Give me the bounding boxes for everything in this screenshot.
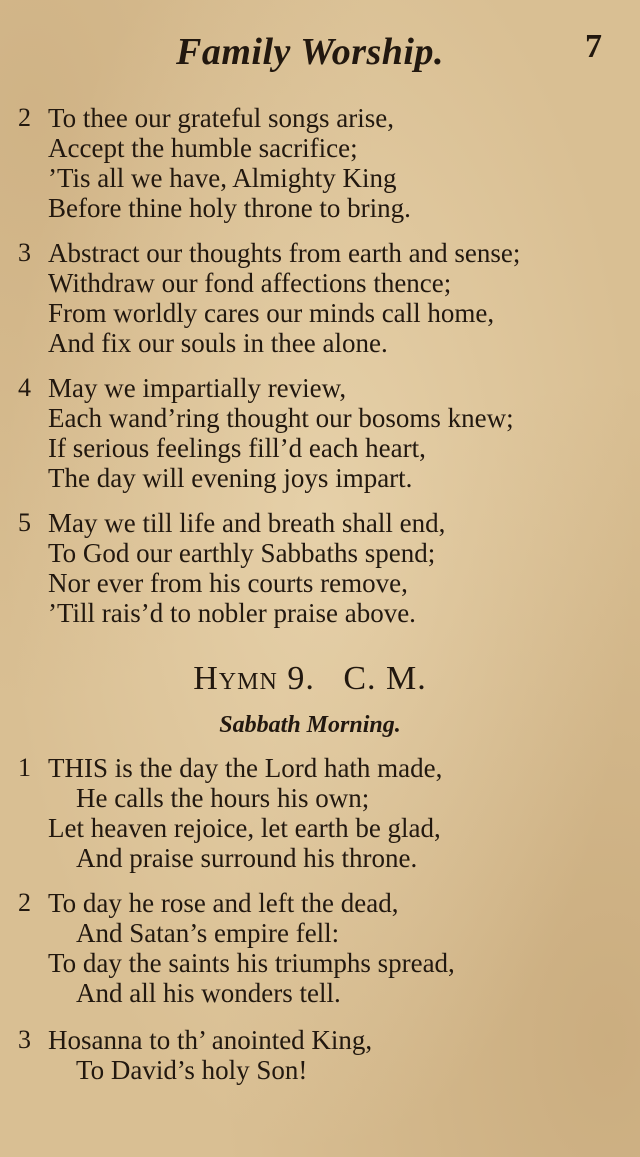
stanza-2-prev-hymn xyxy=(18,103,628,223)
verse-line: Before thine holy throne to bring. xyxy=(48,193,411,223)
verse-line: May we impartially review, xyxy=(48,373,347,403)
verse-line: Nor ever from his courts remove, xyxy=(48,568,408,598)
verse-line: ’Till rais’d to nobler praise above. xyxy=(48,598,416,628)
verse-line: Withdraw our fond affections thence; xyxy=(48,268,452,298)
hymn-title xyxy=(0,660,620,698)
stanza-number: 2 xyxy=(18,103,31,132)
stanza-number: 3 xyxy=(18,1025,31,1054)
verse-line: Accept the humble sacrifice; xyxy=(48,133,358,163)
stanza-3-hymn-9 xyxy=(18,1025,628,1085)
verse-line: To thee our grateful songs arise, xyxy=(48,103,395,133)
stanza-1-hymn-9 xyxy=(18,753,628,873)
running-head: Family Worship. xyxy=(176,31,444,73)
stanza-number: 5 xyxy=(18,508,31,537)
stanza-2-hymn-9 xyxy=(18,888,628,1008)
verse-line: To David’s holy Son! xyxy=(76,1055,308,1085)
verse-line: From worldly cares our minds call home, xyxy=(48,298,495,328)
page-number: 7 xyxy=(585,28,602,65)
verse-line: The day will evening joys impart. xyxy=(48,463,413,493)
hymn-title-word: Hymn xyxy=(193,660,278,697)
hymn-title-number-metre: 9. C. M. xyxy=(277,660,427,697)
verse-line: May we till life and breath shall end, xyxy=(48,508,446,538)
verse-line: And Satan’s empire fell: xyxy=(76,918,340,948)
verse-line: And praise surround his throne. xyxy=(76,843,418,873)
stanza-5-prev-hymn xyxy=(18,508,628,628)
verse-line: And fix our souls in thee alone. xyxy=(48,328,388,358)
verse-line: THIS is the day the Lord hath made, xyxy=(48,753,443,783)
verse-line: If serious feelings fill’d each heart, xyxy=(48,433,426,463)
verse-line: Each wand’ring thought our bosoms knew; xyxy=(48,403,514,433)
stanza-number: 2 xyxy=(18,888,31,917)
verse-line: ’Tis all we have, Almighty King xyxy=(48,163,397,193)
hymn-subtitle: Sabbath Morning. xyxy=(219,712,401,738)
verse-line: To day the saints his triumphs spread, xyxy=(48,948,455,978)
stanza-number: 1 xyxy=(18,753,31,782)
verse-line: To God our earthly Sabbaths spend; xyxy=(48,538,436,568)
verse-line: Hosanna to th’ anointed King, xyxy=(48,1025,373,1055)
stanza-number: 3 xyxy=(18,238,31,267)
verse-line: Abstract our thoughts from earth and sense; xyxy=(48,238,521,268)
stanza-3-prev-hymn xyxy=(18,238,628,358)
verse-line: Let heaven rejoice, let earth be glad, xyxy=(48,813,441,843)
stanza-number: 4 xyxy=(18,373,31,402)
verse-line: He calls the hours his own; xyxy=(76,783,370,813)
stanza-4-prev-hymn xyxy=(18,373,628,493)
verse-line: To day he rose and left the dead, xyxy=(48,888,399,918)
page-header xyxy=(0,30,640,80)
verse-line: And all his wonders tell. xyxy=(76,978,341,1008)
